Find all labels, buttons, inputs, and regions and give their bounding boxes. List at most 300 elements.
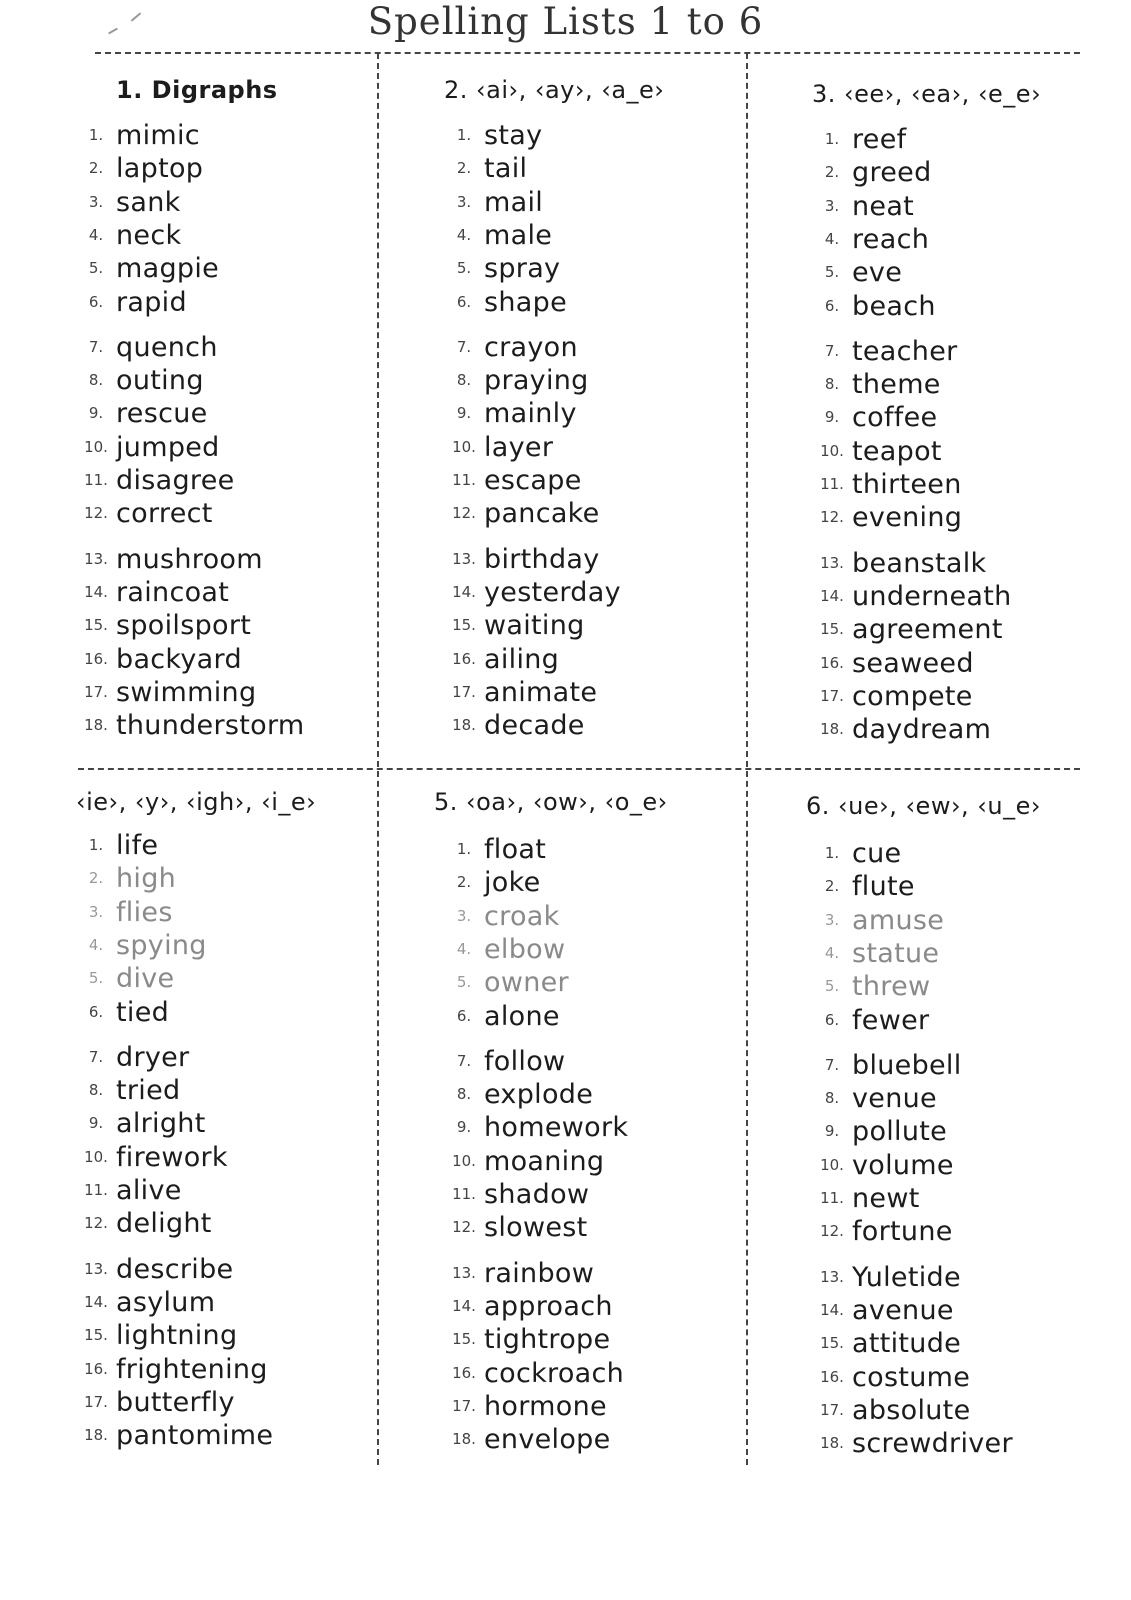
item-number: 7. <box>824 341 840 360</box>
spelling-word: crayon <box>484 331 578 363</box>
spelling-word: flute <box>852 871 915 903</box>
list-item <box>444 542 600 575</box>
list-item <box>444 1422 610 1455</box>
spelling-word: follow <box>484 1045 566 1077</box>
list-item <box>812 903 944 936</box>
spelling-word: quench <box>116 331 218 363</box>
item-number: 5. <box>88 259 104 278</box>
item-number: 5. <box>824 977 840 996</box>
item-number: 8. <box>824 1089 840 1108</box>
list-item <box>812 869 915 902</box>
spelling-word: reef <box>852 124 907 155</box>
spelling-word: owner <box>484 967 569 999</box>
list-item <box>76 1385 235 1418</box>
spelling-word: greed <box>852 157 932 189</box>
spelling-word: thirteen <box>852 469 962 500</box>
spelling-word: teacher <box>852 335 958 367</box>
list-item <box>76 1418 273 1451</box>
list-item <box>76 1073 180 1106</box>
item-number: 9. <box>456 1118 472 1137</box>
list-item <box>76 961 174 994</box>
item-number: 6. <box>456 1006 472 1025</box>
list-item <box>812 289 936 322</box>
list-item <box>444 251 560 284</box>
item-number: 7. <box>88 337 104 356</box>
list-item <box>76 895 173 928</box>
list-item <box>812 1214 953 1247</box>
spelling-word: spying <box>116 929 207 961</box>
spelling-word: Yuletide <box>852 1261 961 1293</box>
spelling-word: cockroach <box>484 1357 625 1389</box>
item-number: 3. <box>456 192 472 211</box>
list-item <box>812 1260 961 1293</box>
item-number: 1. <box>824 130 840 148</box>
spelling-word: evening <box>852 502 963 534</box>
spelling-word: lightning <box>116 1320 238 1352</box>
spelling-word: stay <box>484 120 543 151</box>
list-item <box>76 675 256 708</box>
list-item <box>444 1077 593 1110</box>
spelling-word: magpie <box>116 253 220 285</box>
item-number: 12. <box>820 1222 844 1241</box>
item-number: 5. <box>88 969 104 988</box>
spelling-word: threw <box>852 971 931 1003</box>
list-item <box>812 969 930 1002</box>
list-title: 1. Digraphs <box>116 76 278 104</box>
list-title: ‹ie›, ‹y›, ‹igh›, ‹i_e› <box>76 788 317 816</box>
item-number: 1. <box>456 840 472 858</box>
item-number: 8. <box>456 1085 472 1104</box>
item-number: 9. <box>824 408 840 427</box>
item-number: 17. <box>820 686 844 705</box>
item-number: 17. <box>820 1400 844 1419</box>
spelling-word: amuse <box>852 904 945 936</box>
list-item <box>76 185 181 218</box>
list-item <box>812 255 902 288</box>
spelling-word: thunderstorm <box>116 710 305 742</box>
spelling-word: newt <box>852 1183 920 1214</box>
item-number: 5. <box>456 259 472 278</box>
list-item <box>444 575 621 608</box>
column-divider-left <box>377 53 379 1465</box>
list-item <box>812 367 941 400</box>
list-item <box>812 646 974 679</box>
list-item <box>76 608 251 641</box>
list-item <box>444 1289 613 1322</box>
item-number: 18. <box>820 720 844 739</box>
spelling-word: sank <box>116 186 181 218</box>
list-item <box>444 965 569 998</box>
spelling-word: rescue <box>116 398 208 430</box>
spelling-word: bluebell <box>852 1049 962 1081</box>
list-item <box>76 118 200 151</box>
spelling-word: birthday <box>484 543 600 575</box>
list-item <box>76 1106 206 1139</box>
item-number: 3. <box>88 192 104 211</box>
spelling-word: pancake <box>484 498 600 530</box>
spelling-word: shape <box>484 286 567 318</box>
spelling-word: flies <box>116 896 173 928</box>
list-item <box>76 1352 268 1385</box>
list-item <box>444 218 552 251</box>
spelling-word: beach <box>852 290 936 322</box>
item-number: 3. <box>824 910 840 929</box>
spelling-word: tied <box>116 996 170 1028</box>
item-number: 13. <box>820 553 844 572</box>
item-number: 13. <box>84 1259 108 1278</box>
list-item <box>444 396 577 429</box>
item-number: 7. <box>824 1055 840 1074</box>
spelling-word: animate <box>484 676 598 708</box>
item-number: 17. <box>84 1392 108 1411</box>
item-number: 1. <box>824 844 840 862</box>
item-number: 13. <box>820 1267 844 1286</box>
list-item <box>812 612 1003 645</box>
spelling-word: moaning <box>484 1145 605 1177</box>
list-item <box>812 579 1012 612</box>
list-item <box>76 708 304 741</box>
list-title: 2. ‹ai›, ‹ay›, ‹a_e› <box>444 76 665 104</box>
spelling-word: rapid <box>116 286 187 318</box>
spelling-word: praying <box>484 365 589 397</box>
list-item <box>444 1044 565 1077</box>
item-number: 7. <box>88 1047 104 1066</box>
spelling-word: decade <box>484 710 585 742</box>
item-number: 5. <box>456 973 472 992</box>
list-item <box>812 467 962 500</box>
item-number: 17. <box>84 682 108 701</box>
list-item <box>76 542 263 575</box>
item-number: 6. <box>88 292 104 311</box>
spelling-word: dive <box>116 963 175 995</box>
item-number: 2. <box>88 869 104 888</box>
list-item <box>76 1040 189 1073</box>
list-item <box>444 285 567 318</box>
spelling-word: explode <box>484 1079 594 1111</box>
item-number: 7. <box>456 1051 472 1070</box>
list-item <box>812 1003 929 1036</box>
spelling-word: fewer <box>852 1004 930 1036</box>
spelling-word: compete <box>852 680 973 712</box>
item-number: 8. <box>456 371 472 390</box>
item-number: 6. <box>824 1010 840 1029</box>
item-number: 14. <box>820 1300 844 1319</box>
list-item <box>812 334 958 367</box>
list-item <box>76 828 158 861</box>
spelling-word: backyard <box>116 643 242 675</box>
item-number: 14. <box>84 582 108 601</box>
spelling-word: homework <box>484 1112 629 1144</box>
spelling-word: alive <box>116 1175 182 1206</box>
spelling-word: absolute <box>852 1394 971 1426</box>
spelling-word: pollute <box>852 1116 948 1148</box>
item-number: 11. <box>84 471 108 489</box>
spelling-word: reach <box>852 223 930 255</box>
middle-divider <box>78 768 1080 770</box>
list-item <box>76 575 229 608</box>
list-item <box>444 496 600 529</box>
spelling-word: alone <box>484 1000 560 1032</box>
spelling-word: hormone <box>484 1390 607 1422</box>
item-number: 2. <box>456 159 472 178</box>
spelling-word: teapot <box>852 435 942 467</box>
list-title: 5. ‹oa›, ‹ow›, ‹o_e› <box>434 788 668 816</box>
list-item <box>444 999 560 1032</box>
list-item <box>812 189 914 222</box>
spelling-word: neat <box>852 190 915 222</box>
item-number: 8. <box>88 1081 104 1100</box>
list-item <box>76 1252 233 1285</box>
spelling-word: escape <box>484 465 582 496</box>
list-title: 3. ‹ee›, ‹ea›, ‹e_e› <box>812 80 1042 108</box>
spelling-word: costume <box>852 1361 971 1393</box>
spelling-word: ailing <box>484 643 560 675</box>
item-number: 17. <box>452 1396 476 1415</box>
item-number: 12. <box>820 508 844 527</box>
list-item <box>812 122 906 155</box>
item-number: 3. <box>456 906 472 925</box>
spelling-word: agreement <box>852 614 1003 646</box>
item-number: 6. <box>824 296 840 315</box>
spelling-word: underneath <box>852 580 1012 612</box>
list-item <box>812 679 973 712</box>
item-number: 16. <box>84 1359 108 1378</box>
item-number: 13. <box>452 1263 476 1282</box>
list-item <box>812 1081 937 1114</box>
list-item <box>444 1389 607 1422</box>
item-number: 14. <box>84 1292 108 1311</box>
spelling-word: rainbow <box>484 1257 595 1289</box>
spelling-word: alright <box>116 1108 206 1140</box>
item-number: 8. <box>824 375 840 394</box>
spelling-word: frightening <box>116 1353 268 1385</box>
item-number: 10. <box>820 1155 844 1174</box>
item-number: 16. <box>820 653 844 672</box>
spelling-word: mainly <box>484 398 577 430</box>
item-number: 11. <box>452 471 476 489</box>
item-number: 18. <box>84 716 108 735</box>
item-number: 11. <box>820 475 844 493</box>
spelling-word: layer <box>484 431 554 463</box>
item-number: 16. <box>452 1363 476 1382</box>
list-item <box>444 363 589 396</box>
item-number: 18. <box>452 716 476 735</box>
spelling-word: waiting <box>484 610 585 642</box>
list-item <box>76 218 181 251</box>
item-number: 4. <box>88 225 104 244</box>
item-number: 11. <box>820 1189 844 1207</box>
spelling-word: eve <box>852 257 903 289</box>
list-item <box>444 708 585 741</box>
spelling-word: firework <box>116 1141 228 1173</box>
item-number: 11. <box>452 1185 476 1203</box>
spelling-word: tail <box>484 153 528 185</box>
spelling-word: seaweed <box>852 647 974 679</box>
spelling-word: joke <box>484 867 541 899</box>
list-item <box>76 928 207 961</box>
item-number: 13. <box>452 549 476 568</box>
spelling-word: male <box>484 219 553 251</box>
spelling-word: statue <box>852 937 940 969</box>
item-number: 2. <box>88 159 104 178</box>
item-number: 7. <box>456 337 472 356</box>
top-divider <box>95 52 1080 54</box>
item-number: 6. <box>88 1002 104 1021</box>
item-number: 4. <box>456 225 472 244</box>
list-item <box>444 1144 604 1177</box>
list-item <box>76 430 220 463</box>
list-item <box>812 1048 962 1081</box>
list-item <box>76 330 218 363</box>
spelling-word: tightrope <box>484 1324 611 1356</box>
spelling-word: tried <box>116 1075 181 1107</box>
list-item <box>812 1426 1013 1459</box>
item-number: 15. <box>452 1330 476 1349</box>
item-number: 13. <box>84 549 108 568</box>
list-item <box>444 1322 610 1355</box>
item-number: 10. <box>452 437 476 456</box>
spelling-word: daydream <box>852 714 992 746</box>
spelling-word: high <box>116 863 177 895</box>
spelling-word: fortune <box>852 1216 953 1248</box>
list-item <box>76 363 204 396</box>
item-number: 10. <box>452 1151 476 1170</box>
list-item <box>76 1206 212 1239</box>
spelling-word: dryer <box>116 1041 190 1073</box>
spelling-word: attitude <box>852 1328 962 1360</box>
spelling-word: avenue <box>852 1294 954 1326</box>
item-number: 6. <box>456 292 472 311</box>
item-number: 12. <box>452 504 476 523</box>
list-item <box>812 712 991 745</box>
item-number: 15. <box>452 616 476 635</box>
item-number: 3. <box>88 902 104 921</box>
list-item <box>76 396 208 429</box>
list-item <box>812 836 901 869</box>
item-number: 9. <box>88 404 104 423</box>
item-number: 9. <box>456 404 472 423</box>
list-item <box>76 642 242 675</box>
spelling-word: coffee <box>852 402 938 434</box>
spelling-word: slowest <box>484 1212 588 1244</box>
spelling-word: screwdriver <box>852 1428 1013 1460</box>
item-number: 4. <box>824 943 840 962</box>
item-number: 2. <box>456 873 472 892</box>
spelling-word: volume <box>852 1149 954 1181</box>
item-number: 12. <box>84 1214 108 1233</box>
spelling-word: beanstalk <box>852 547 987 579</box>
item-number: 18. <box>820 1434 844 1453</box>
item-number: 16. <box>84 649 108 668</box>
item-number: 14. <box>820 586 844 605</box>
list-item <box>812 434 942 467</box>
item-number: 11. <box>84 1181 108 1199</box>
spelling-word: cue <box>852 838 902 869</box>
list-item <box>76 1140 228 1173</box>
spelling-word: butterfly <box>116 1386 235 1418</box>
spelling-word: mimic <box>116 120 200 151</box>
item-number: 18. <box>84 1426 108 1445</box>
list-item <box>812 155 932 188</box>
spelling-word: asylum <box>116 1286 216 1318</box>
list-item <box>76 1173 182 1206</box>
item-number: 16. <box>452 649 476 668</box>
list-item <box>444 430 553 463</box>
list-item <box>444 185 543 218</box>
item-number: 18. <box>452 1430 476 1449</box>
list-item <box>444 608 585 641</box>
list-item <box>444 463 582 496</box>
spelling-word: mail <box>484 186 544 218</box>
spelling-word: spray <box>484 253 561 285</box>
list-item <box>444 932 565 965</box>
item-number: 15. <box>84 616 108 635</box>
item-number: 8. <box>88 371 104 390</box>
spelling-word: disagree <box>116 465 235 496</box>
item-number: 1. <box>88 126 104 144</box>
list-item <box>76 995 169 1028</box>
item-number: 4. <box>88 935 104 954</box>
column-divider-right <box>746 53 748 1465</box>
spelling-word: yesterday <box>484 576 621 608</box>
list-item <box>812 1148 954 1181</box>
spelling-word: swimming <box>116 676 257 708</box>
list-item <box>444 330 578 363</box>
item-number: 10. <box>84 437 108 456</box>
item-number: 10. <box>84 1147 108 1166</box>
list-item <box>812 546 986 579</box>
item-number: 12. <box>84 504 108 523</box>
list-item <box>812 500 962 533</box>
item-number: 14. <box>452 582 476 601</box>
item-number: 5. <box>824 263 840 282</box>
list-item <box>444 1210 588 1243</box>
list-item <box>76 1285 215 1318</box>
list-item <box>76 1318 237 1351</box>
spelling-word: pantomime <box>116 1420 274 1452</box>
list-item <box>812 1360 970 1393</box>
item-number: 3. <box>824 196 840 215</box>
item-number: 14. <box>452 1296 476 1315</box>
item-number: 2. <box>824 877 840 896</box>
item-number: 15. <box>820 1334 844 1353</box>
spelling-word: correct <box>116 498 213 530</box>
list-item <box>444 118 542 151</box>
item-number: 9. <box>824 1122 840 1141</box>
spelling-word: shadow <box>484 1179 590 1210</box>
list-item <box>76 251 219 284</box>
list-item <box>76 463 235 496</box>
spelling-word: life <box>116 830 159 861</box>
list-item <box>444 675 597 708</box>
list-item <box>812 936 939 969</box>
item-number: 1. <box>88 836 104 854</box>
spelling-word: delight <box>116 1208 212 1240</box>
list-title: 6. ‹ue›, ‹ew›, ‹u_e› <box>806 792 1041 820</box>
list-item <box>812 1326 961 1359</box>
list-item <box>76 861 176 894</box>
item-number: 2. <box>824 163 840 182</box>
item-number: 10. <box>820 441 844 460</box>
list-item <box>444 1256 594 1289</box>
spelling-word: laptop <box>116 153 204 185</box>
spelling-word: spoilsport <box>116 610 252 642</box>
list-item <box>444 1110 628 1143</box>
list-item <box>812 1393 970 1426</box>
item-number: 4. <box>456 939 472 958</box>
spelling-word: elbow <box>484 933 566 965</box>
list-item <box>812 1114 947 1147</box>
